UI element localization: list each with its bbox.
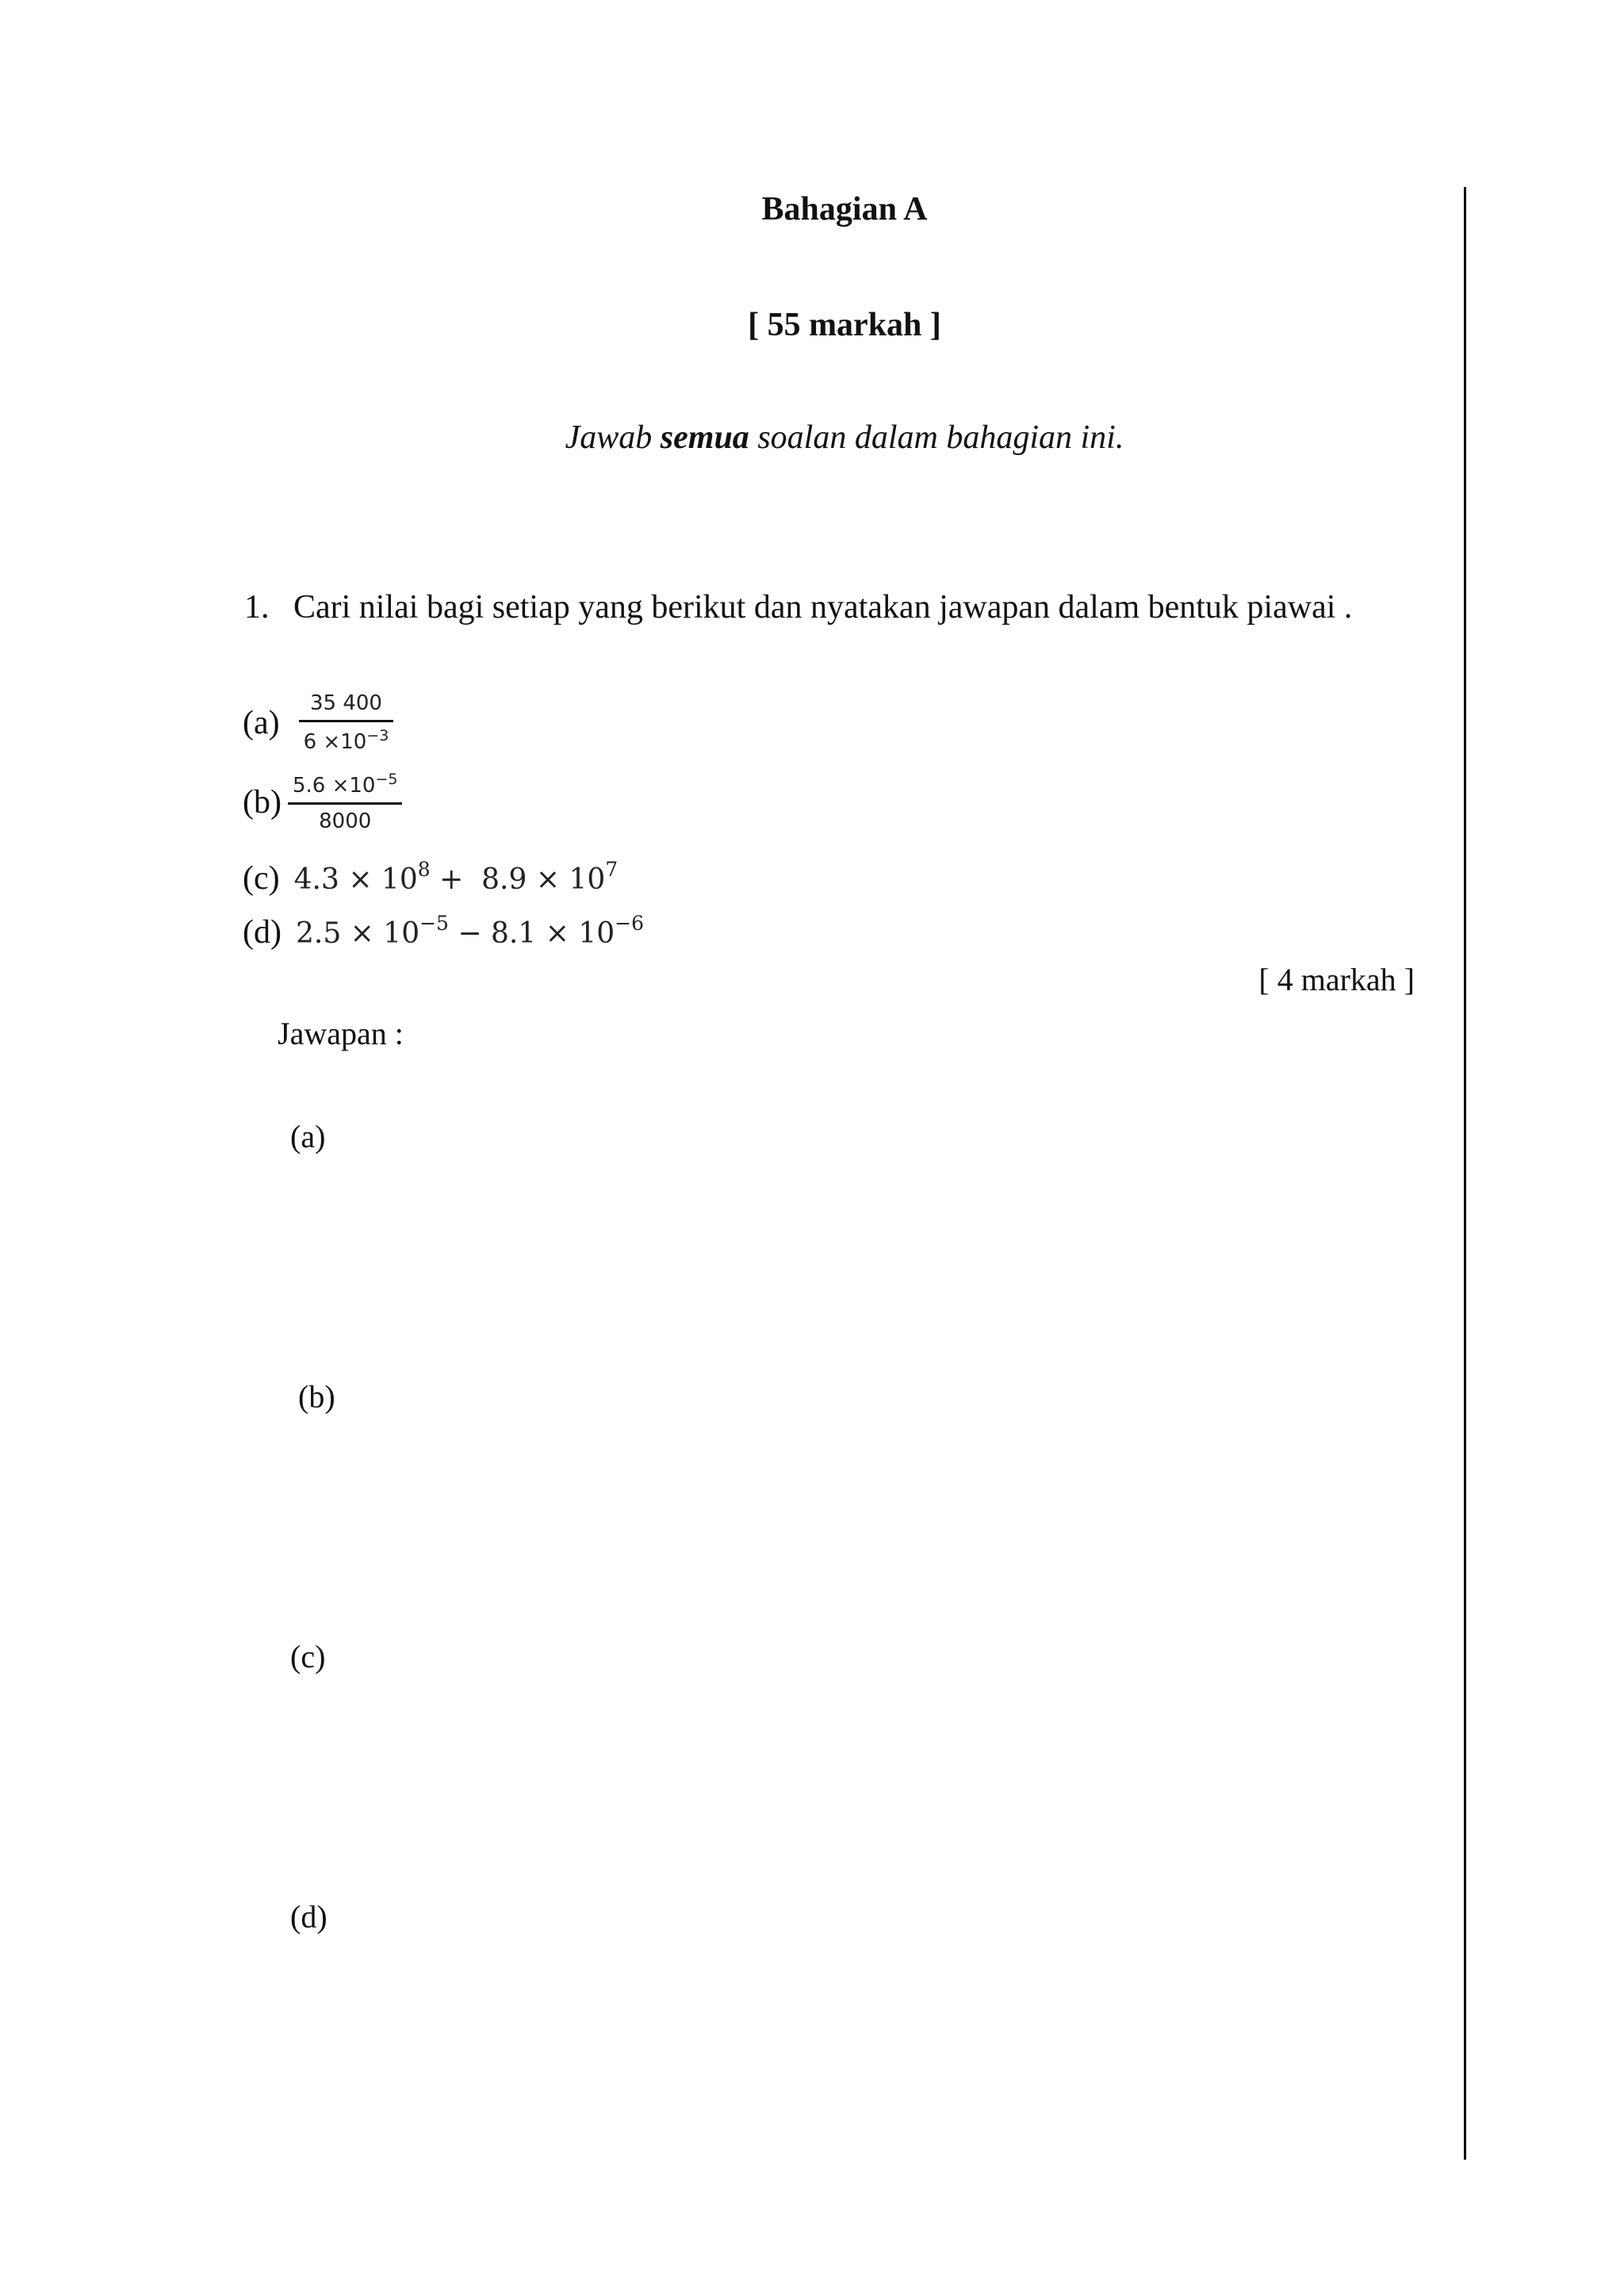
part-d-expression [296,912,644,950]
instruction-text-end: soalan dalam bahagian ini. [749,419,1124,456]
part-b-fraction [288,771,403,833]
answer-label-c: (c) [290,1639,326,1674]
part-c-label: (c) [243,860,280,897]
part-c-term2: 8.9 × 10 [481,863,606,896]
part-c-term2-exponent: 7 [605,858,619,881]
part-d-term2-exponent: −6 [615,912,645,935]
part-b-numerator-exponent: −5 [375,771,398,788]
answer-label-a: (a) [290,1119,326,1154]
part-d-label: (d) [243,914,282,951]
part-a-denominator-exponent: −3 [366,727,389,744]
part-a-denominator-base: 6 ×10 [303,730,367,754]
part-b-label: (b) [243,783,282,821]
part-a-label: (a) [243,704,280,741]
section-title: Bahagian A [761,191,928,228]
instruction-emphasis: semua [660,419,749,456]
part-d-operator: − [448,917,492,950]
part-a [243,691,393,754]
part-b-denominator: 8000 [319,809,372,833]
question-text: Cari nilai bagi setiap yang berikut dan nyatakan jawapan dalam bentuk piawai . [293,589,1353,626]
part-c-term1: 4.3 × 10 [293,863,418,896]
instruction-text-start: Jawab [565,419,661,456]
part-b-numerator [288,771,403,802]
part-d-term1-exponent: −5 [419,912,449,935]
question-number: 1. [244,589,270,626]
part-d-term1: 2.5 × 10 [295,917,420,950]
part-c [243,858,618,897]
question-1 [244,588,1352,626]
section-total-marks: [ 55 markah ] [748,307,941,343]
part-d-term2: 8.1 × 10 [491,917,615,950]
margin-line [1464,187,1466,2160]
part-c-expression [294,858,619,896]
part-a-fraction [299,691,394,754]
part-c-term1-exponent: 8 [417,858,431,881]
answer-label-d: (d) [290,1899,327,1934]
part-b-numerator-base: 5.6 ×10 [292,774,376,798]
part-a-numerator: 35 400 [309,691,382,715]
section-instruction [0,419,1624,457]
part-a-denominator [299,722,394,754]
part-c-operator: + [430,863,482,896]
answer-heading: Jawapan : [278,1016,404,1051]
question-marks: [ 4 markah ] [1258,962,1415,997]
part-b [243,771,402,833]
answer-label-b: (b) [298,1379,335,1414]
part-d [243,912,644,951]
